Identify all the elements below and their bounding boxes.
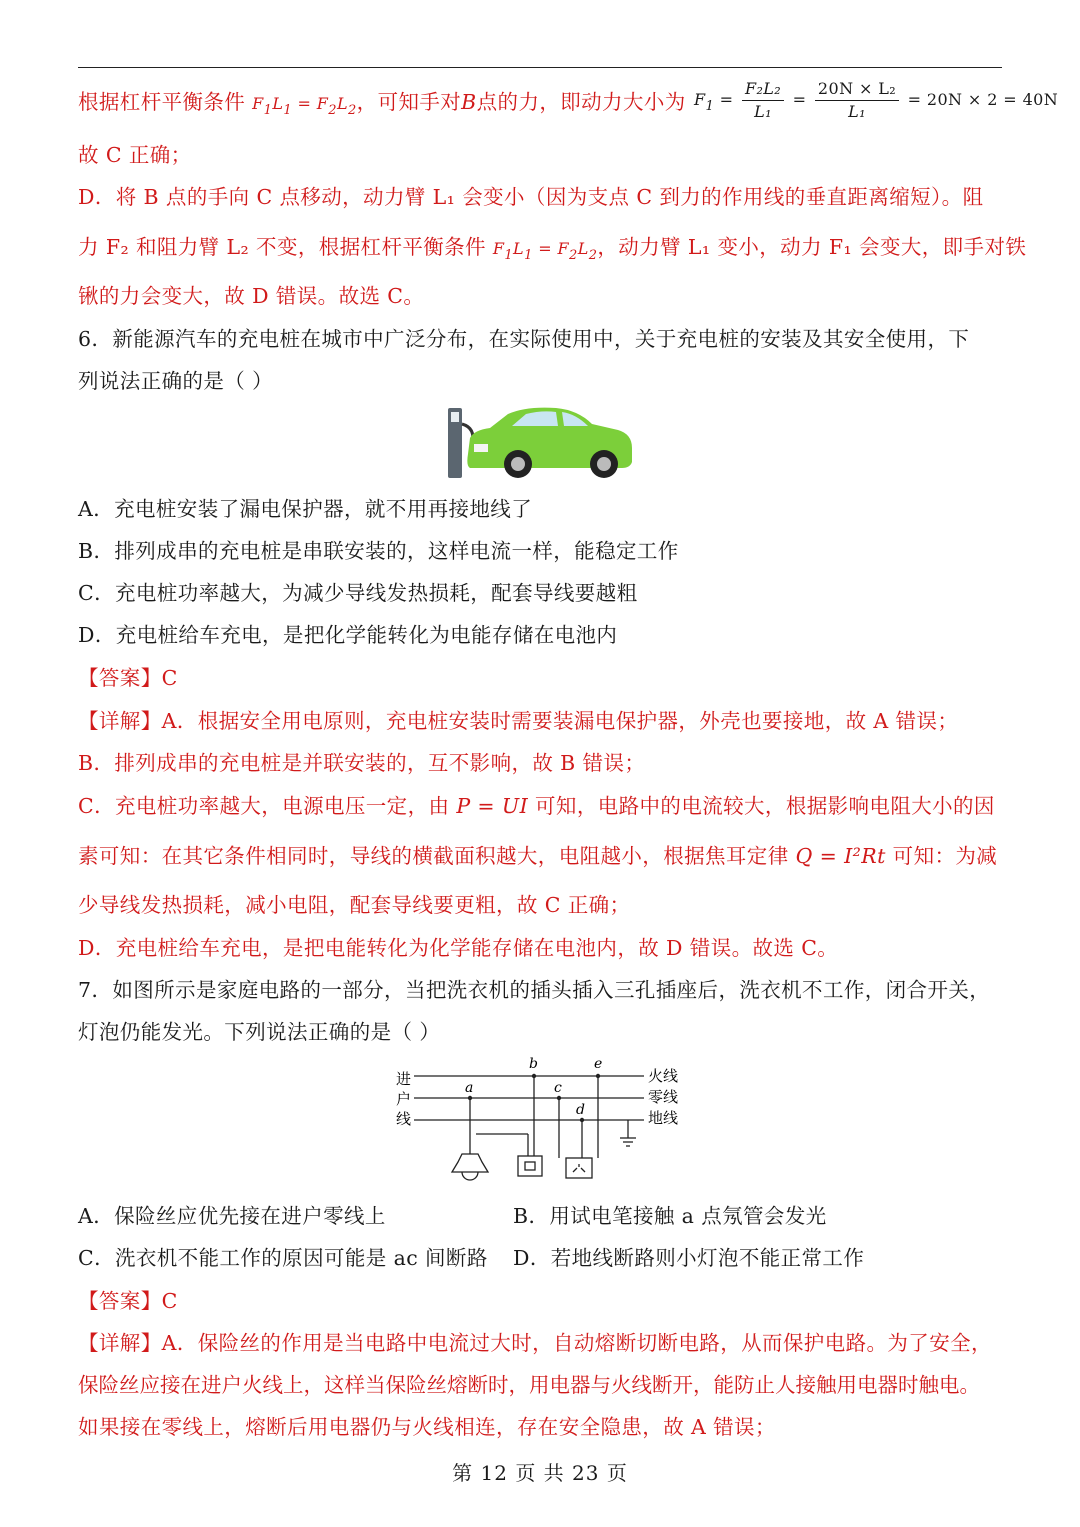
q7-option-b[interactable]: B．用试电笔接触 a 点氖管会发光	[513, 1204, 827, 1228]
point-b-label: b	[529, 1056, 538, 1072]
q6-option-a[interactable]: A．充电桩安装了漏电保护器，就不用再接地线了	[78, 497, 533, 521]
q5-line-5: 锹的力会变大，故 D 错误。故选 C。	[78, 284, 425, 308]
q7-detail-1-text: A．保险丝的作用是当电路中电流过大时，自动熔断切断电路，从而保护电路。为了安全，	[161, 1331, 992, 1355]
point-a-label: a	[465, 1080, 474, 1096]
q7-options-row-1	[78, 1202, 1008, 1230]
socket-holes	[573, 1164, 585, 1172]
charging-car-illustration	[446, 404, 638, 482]
label-xian: 线	[396, 1110, 412, 1128]
q6-d3-pre: C．充电桩功率越大，电源电压一定，由	[78, 794, 450, 818]
lever-equation: $F_1L_1 = F_2L_2$	[252, 94, 357, 118]
q7-detail-3: 如果接在零线上，熔断后用电器仍与火线相连，存在安全隐患，故 A 错误；	[78, 1415, 776, 1439]
lamp-bulb	[462, 1172, 478, 1180]
q7-options-row-2	[78, 1244, 1008, 1272]
q7-answer-label: 【答案】	[78, 1289, 162, 1313]
point-e-label: e	[594, 1056, 603, 1072]
lever-equation-2: $F_1L_1 = F_2L_2$	[492, 239, 598, 263]
header-rule	[78, 67, 1002, 68]
q7-stem-2: 灯泡仍能发光。下列说法正确的是（ ）	[78, 1020, 441, 1044]
q7-answer	[78, 1287, 1008, 1315]
q7-option-d[interactable]: D．若地线断路则小灯泡不能正常工作	[513, 1246, 865, 1270]
q5-l4-post: ，动力臂 L₁ 变小，动力 F₁ 会变大，即手对铁	[597, 235, 1027, 259]
q6-answer	[78, 664, 1008, 692]
label-jin: 进	[396, 1070, 412, 1088]
q6-detail-1-text: A．根据安全用电原则，充电桩安装时需要装漏电保护器，外壳也要接地，故 A 错误；	[161, 709, 959, 733]
q7-detail-1	[78, 1329, 1008, 1357]
car-plate	[474, 444, 488, 452]
q5-line-4	[78, 233, 1027, 270]
car-hub-front	[511, 457, 525, 471]
household-circuit-diagram	[392, 1054, 692, 1192]
socket-box	[566, 1158, 592, 1178]
q6-detail-2: B．排列成串的充电桩是并联安装的，互不影响，故 B 错误；	[78, 751, 646, 775]
junction-e	[596, 1074, 600, 1078]
eq-num-2: 20N × L₂	[815, 78, 899, 101]
switch-box	[518, 1156, 542, 1176]
q5-l1-mid2: 点的力，即动力大小为	[476, 90, 686, 114]
joule-law-formula: Q = I²Rt	[795, 844, 886, 868]
point-d-label: d	[576, 1102, 585, 1118]
q6-option-b[interactable]: B．排列成串的充电桩是串联安装的，这样电流一样，能稳定工作	[78, 539, 679, 563]
q7-option-a[interactable]: A．保险丝应优先接在进户零线上	[78, 1204, 386, 1228]
answer-value: C	[161, 666, 178, 690]
q6-option-c[interactable]: C．充电桩功率越大，为减少导线发热损耗，配套导线要越粗	[78, 581, 638, 605]
q5-l4-pre: 力 F₂ 和阻力臂 L₂ 不变，根据杠杆平衡条件	[78, 235, 486, 259]
junction-b	[532, 1074, 536, 1078]
force-equation: $F_1$ = $\frac{\text{F₂L₂}}{\text{L₁}}$ = $\frac{\text{20N × L₂}}{\text{L₁}}$ = 20N × 2 = 40N	[694, 79, 1059, 121]
q5-line-1	[78, 79, 1059, 125]
q7-detail-label: 【详解】	[78, 1331, 162, 1355]
lamp-shade	[452, 1154, 488, 1172]
point-c-label: c	[554, 1080, 562, 1096]
page-footer: 第 12 页 共 23 页	[452, 1461, 628, 1485]
point-b: B	[461, 90, 477, 114]
q7-stem-1: 7．如图所示是家庭电路的一部分，当把洗衣机的插头插入三孔插座后，洗衣机不工作，闭合开关，	[78, 978, 991, 1002]
answer-label: 【答案】	[78, 666, 162, 690]
q6-stem-2: 列说法正确的是（ ）	[78, 369, 274, 393]
q6-stem-1: 6．新能源汽车的充电桩在城市中广泛分布，在实际使用中，关于充电桩的安装及其安全使用，下	[78, 327, 970, 351]
eq-num-1: F₂L₂	[742, 78, 784, 101]
eq-den-2: L₁	[848, 102, 866, 121]
eq-den-1: L₁	[754, 102, 772, 121]
switch-slot	[525, 1162, 535, 1170]
q6-d4-pre: 素可知：在其它条件相同时，导线的横截面积越大，电阻越小，根据焦耳定律	[78, 844, 789, 868]
q7-option-c[interactable]: C．洗衣机不能工作的原因可能是 ac 间断路	[78, 1246, 488, 1270]
charger-screen	[451, 412, 459, 422]
q6-detail-1	[78, 707, 1008, 735]
q6-detail-5: 少导线发热损耗，减小电阻，配套导线要更粗，故 C 正确；	[78, 893, 631, 917]
detail-label: 【详解】	[78, 709, 162, 733]
q6-d4-post: 可知：为减	[892, 844, 998, 868]
q5-l1-pre: 根据杠杆平衡条件	[78, 90, 246, 114]
junction-a	[468, 1096, 472, 1100]
q6-detail-3	[78, 792, 1008, 820]
q6-d3-post: 可知，电路中的电流较大，根据影响电阻大小的因	[535, 794, 995, 818]
q6-option-d[interactable]: D．充电桩给车充电，是把化学能转化为电能存储在电池内	[78, 623, 618, 647]
q7-detail-2: 保险丝应接在进户火线上，这样当保险丝熔断时，用电器与火线断开，能防止人接触用电器时触电。	[78, 1373, 980, 1397]
q7-answer-value: C	[161, 1289, 178, 1313]
q6-detail-4	[78, 842, 1008, 870]
eq-tail: = 20N × 2 = 40N	[907, 90, 1059, 109]
junction-d	[580, 1118, 584, 1122]
q5-l1-mid: ，可知手对	[356, 90, 462, 114]
junction-c	[557, 1096, 561, 1100]
power-formula: P = UI	[456, 794, 529, 818]
q6-detail-6: D．充电桩给车充电，是把电能转化为化学能存储在电池内，故 D 错误。故选 C。	[78, 936, 839, 960]
car-hub-rear	[597, 457, 611, 471]
label-hu: 户	[396, 1090, 412, 1108]
label-neutral: 零线	[648, 1088, 679, 1106]
label-live: 火线	[648, 1067, 679, 1085]
q5-line-3: D．将 B 点的手向 C 点移动，动力臂 L₁ 会变小（因为支点 C 到力的作用线的垂直距离缩短）。阻	[78, 185, 984, 209]
q5-line-2: 故 C 正确；	[78, 143, 192, 167]
label-earth: 地线	[648, 1109, 679, 1127]
